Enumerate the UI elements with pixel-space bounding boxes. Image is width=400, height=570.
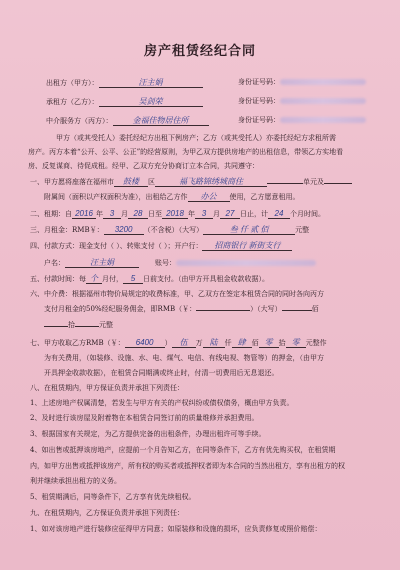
- clause-1-text-d: 附属间（面积以产权面积为准），出租给乙方作: [44, 193, 188, 201]
- clause-6-line-3: [44, 321, 113, 330]
- intro-line-2: 房产。丙方本着“公开、公平、公正”的经营原则，为甲乙双方提供房地产的出租信息，带领乙方实地看: [28, 148, 344, 156]
- agent-label: 中介服务方（丙方）：: [46, 117, 113, 125]
- clause-7-text-e: 佰: [251, 339, 259, 347]
- agent-row: [46, 116, 209, 126]
- clause-6-text-b: 支付月租金的50%经纪服务佣金，即RMB（￥：: [44, 305, 197, 313]
- clause-4-line-1: [30, 241, 292, 251]
- clause-7-text-d: 仟: [224, 339, 232, 347]
- clause-8-item-3: 3、根据国家有关规定，为乙方提供完备的出租条件，办理出租许可等手续。: [30, 430, 266, 438]
- lessor-row: [46, 78, 203, 88]
- agent-name: 金福佳物居住所: [113, 116, 209, 126]
- clause-8-item-4b: 内，如甲方出售或抵押该房产，所有权的购买者或抵押权者即为本合同的当然出租方，享有出租方的权: [30, 462, 345, 470]
- clause-2-text-a: 二、租期：自: [30, 210, 72, 218]
- start-day: 28: [128, 209, 148, 219]
- clause-8-item-4c: 利并继续承担出租方的义务。: [30, 477, 121, 485]
- payment-cycle: 个: [86, 274, 102, 284]
- unit-blank: [324, 183, 352, 184]
- clause-6-line-1: 六、中介费：根据福州市物价局规定的收费标准，甲、乙双方在签定本租赁合同的同时各向丙方: [30, 290, 324, 298]
- clause-2-text-b: 年: [96, 210, 103, 218]
- clause-7-line-2: 为有关费用，（如装修、设施、水、电、煤气、电信、有线电视、物管等）的押金，（由甲方: [44, 354, 324, 362]
- clause-3-line: [30, 225, 309, 235]
- clause-7-text-f: 拾: [278, 339, 286, 347]
- clause-7-line-3: 开具押金收款收据），在租赁合同期满或终止时，付清一切费用后无息退还。: [44, 369, 279, 377]
- clause-4-text-c: 账号：: [155, 259, 176, 267]
- lessor-id-redacted: [280, 79, 366, 85]
- lessee-row: [46, 97, 203, 107]
- lessor-name: 汪主娟: [99, 78, 203, 88]
- clause-3-text-a: 三、月租金：RMB￥：: [30, 226, 104, 234]
- deposit-yuan: 零: [286, 338, 306, 348]
- clause-1-text-a: 一、甲方愿将座落在福州市: [30, 178, 114, 186]
- page-title: 房产租赁经纪合同: [143, 44, 256, 59]
- clause-2-text-c: 月: [121, 210, 128, 218]
- commission-tens-blank: [44, 326, 68, 327]
- agent-id-label: 身份证号码：: [238, 116, 280, 124]
- deposit-qian: 陆: [203, 338, 225, 348]
- end-year: 2018: [162, 209, 188, 219]
- monthly-rent-words: 叁 仟 贰 佰: [203, 225, 295, 235]
- end-day: 27: [220, 209, 240, 219]
- clause-5-text-b: 月付，: [102, 275, 123, 283]
- monthly-rent-amount: 3200: [104, 225, 144, 235]
- end-month: 3: [195, 209, 213, 219]
- clause-6-text-e: 拾: [68, 321, 75, 329]
- commission-ones-blank: [75, 326, 99, 327]
- lessee-name: 吴剑荣: [99, 97, 203, 107]
- clause-5-text-c: 日前支付。（由甲方开具租金收款收据）。: [143, 275, 269, 283]
- clause-8-item-2: 2、及时进行该房屋及附着物在本租赁合同签订前的质量维修并承担费用。: [30, 414, 259, 422]
- clause-1-line-2: [44, 192, 300, 202]
- bank-name: 招商银行 新街支行: [202, 241, 292, 251]
- clause-2-text-f: 月: [213, 210, 220, 218]
- clause-8-item-5: 5、租赁期满后，同等条件下，乙方享有优先续租权。: [30, 493, 196, 501]
- clause-2-text-d: 日至: [148, 210, 162, 218]
- clause-1-text-b: 区: [148, 178, 155, 186]
- clause-2-text-e: 年: [188, 210, 195, 218]
- deposit-amount: 6400: [125, 338, 165, 348]
- lessor-id-label: 身份证号码：: [238, 78, 280, 86]
- clause-3-text-b: （不含税）（大写）: [143, 226, 204, 234]
- intro-line-1: 甲方（或其受托人）委托经纪方出租下例房产；乙方（或其受托人）亦委托经纪方求租所需: [56, 134, 336, 142]
- lessor-label: 出租方（甲方）：: [46, 79, 99, 87]
- clause-9-title: 九、在租赁期内，乙方保证负责并承担下列责任：: [30, 509, 184, 517]
- clause-5-text-a: 五、付款时间：每: [30, 275, 86, 283]
- intro-line-3: 房、反复谋商、待促成租。经甲、乙双方充分协商订立本合同，共同遵守：: [28, 162, 259, 170]
- lease-months: 24: [268, 209, 290, 219]
- lessor-id-row: [238, 78, 366, 87]
- clause-4-text-b: 户名：: [44, 259, 65, 267]
- clause-1-line-1: [30, 177, 352, 187]
- lessee-id-row: [238, 97, 366, 106]
- clause-8-title: 八、在租赁期内，甲方保证负责并承担下列责任：: [30, 384, 184, 392]
- clause-6-text-f: 元整: [99, 321, 113, 329]
- clause-7-text-a: 七、甲方收取乙方RMB（￥：: [30, 339, 125, 347]
- payment-day: 5: [123, 274, 143, 284]
- lessee-label: 承租方（乙方）：: [46, 98, 99, 106]
- deposit-bai: 肆: [232, 338, 252, 348]
- clause-9-item-1: 1、如对该房地产进行装修应征得甲方同意；如原装修和设施的损坏，应负责修复或照价赔偿：: [30, 525, 322, 533]
- clause-6-text-c: ）（大写）: [250, 305, 282, 313]
- clause-5-line: [30, 274, 269, 284]
- clause-3-text-c: 元整: [295, 226, 310, 234]
- commission-words-blank: [282, 310, 312, 311]
- clause-7-text-b: ）: [164, 339, 172, 347]
- use-value: 办公: [188, 192, 230, 202]
- start-year: 2016: [72, 209, 96, 219]
- clause-2-line: [30, 209, 325, 219]
- address-value: 福飞路锦绣城商住: [155, 177, 267, 187]
- agent-id-redacted: [280, 117, 366, 123]
- clause-1-text-e: 使用，乙方愿意租用。: [229, 193, 300, 201]
- clause-4-line-2: [44, 258, 316, 268]
- district-value: 鼓楼: [114, 177, 148, 187]
- clause-1-text-c: 单元及: [303, 178, 324, 186]
- account-holder: 汪主娟: [65, 258, 139, 268]
- account-number-redacted: [176, 260, 316, 266]
- clause-8-item-4a: 4、如出售或抵押该房地产，应提前一个月告知乙方，在同等条件下，乙方有优先购买权，在租赁期: [30, 446, 336, 454]
- commission-amount-blank: [196, 310, 250, 311]
- deposit-wan: 伍: [172, 338, 196, 348]
- clause-8-item-1: 1、上述房地产权属清楚，若发生与甲方有关的产权纠纷或债权债务，概由甲方负责。: [30, 399, 294, 407]
- clause-7-text-g: 元整作: [305, 339, 327, 347]
- lessee-id-redacted: [280, 98, 366, 104]
- clause-7-text-c: 万: [195, 339, 203, 347]
- deposit-shi: 零: [259, 338, 279, 348]
- clause-4-text-a: 四、付款方式：现金支付（ ）、转账支付（ ）；开户行：: [30, 242, 203, 250]
- address-blank: [267, 183, 303, 184]
- lessee-id-label: 身份证号码：: [238, 97, 280, 105]
- clause-7-line-1: [30, 338, 327, 348]
- clause-6-line-2: [44, 305, 319, 314]
- clause-2-text-h: 个月时间。: [290, 210, 325, 218]
- clause-2-text-g: 日止，计: [240, 210, 268, 218]
- agent-id-row: [238, 116, 366, 125]
- start-month: 3: [103, 209, 121, 219]
- clause-6-text-d: 佰: [311, 305, 319, 313]
